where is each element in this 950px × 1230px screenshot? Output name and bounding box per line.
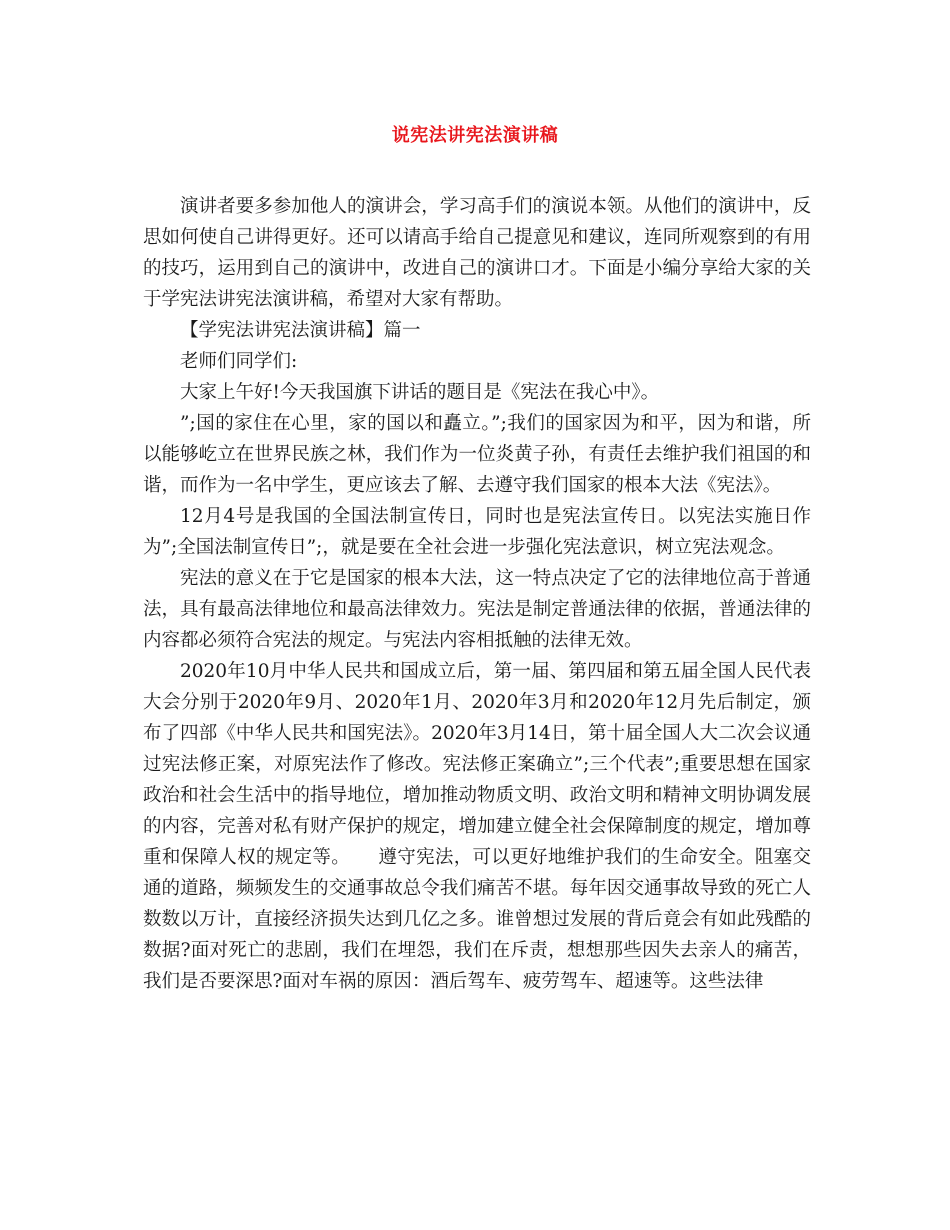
paragraph-intro: 演讲者要多参加他人的演讲会，学习高手们的演说本领。从他们的演讲中，反思如何使自己讲得更好。还可以请高手给自己提意见和建议，连同所观察到的有用的技巧，运用到自己的演讲中，改进自己的演讲口才。下面是小编分享给大家的关于学宪法讲宪法演讲稿，希望对大家有帮助。 <box>143 196 811 310</box>
paragraph-history-and-safety: 2020年10月中华人民共和国成立后，第一届、第四届和第五届全国人民代表大会分别于2020年9月、2020年1月、2020年3月和2020年12月先后制定，颁布了四部《中华人民共和国宪法》。2020年3月14日，第十届全国人大二次会议通过宪法修正案，对原宪法作了修改。宪法修正案确立”;三个代表”;重要思想在国家政治和社会生活中的指导地位，增加推动物质文明、政治文明和精神文明协调发展的内容，完善对私有财产保护的规定，增加建立健全社会保障制度的规定，增加尊重和保障人权的规定等。 遵守宪法，可以更好地维护我们的生命安全。阻塞交通的道路，频频发生的交通事故总令我们痛苦不堪。每年因交通事故导致的死亡人数数以万计，直接经济损失达到几亿之多。谁曾想过发展的背后竟会有如此残酷的数据?面对死亡的悲剧，我们在埋怨，我们在斥责，想想那些因失去亲人的痛苦，我们是否要深思?面对车祸的原因：酒后驾车、疲劳驾车、超速等。这些法律 <box>143 661 811 992</box>
document-title: 说宪法讲宪法演讲稿 <box>391 125 559 146</box>
paragraph-salutation: 老师们同学们: <box>180 351 298 372</box>
document-body <box>143 191 811 997</box>
paragraph-legal-day: 12月4号是我国的全国法制宣传日，同时也是宪法宣传日。以宪法实施日作为”;全国法制宣传日”;，就是要在全社会进一步强化宪法意识，树立宪法观念。 <box>143 506 811 558</box>
paragraph-harmony: ”;国的家住在心里，家的国以和矗立。”;我们的国家因为和平，因为和谐，所以能够屹立在世界民族之林，我们作为一位炎黄子孙，有责任去维护我们祖国的和谐，而作为一名中学生，更应该去了解、去遵守我们国家的根本大法《宪法》。 <box>143 413 811 496</box>
paragraph-greeting: 大家上午好!今天我国旗下讲话的题目是《宪法在我心中》。 <box>180 382 660 403</box>
paragraph-section-heading: 【学宪法讲宪法演讲稿】篇一 <box>180 320 421 341</box>
paragraph-constitution-meaning: 宪法的意义在于它是国家的根本大法，这一特点决定了它的法律地位高于普通法，具有最高法律地位和最高法律效力。宪法是制定普通法律的依据，普通法律的内容都必须符合宪法的规定。与宪法内容相抵触的法律无效。 <box>143 568 811 651</box>
